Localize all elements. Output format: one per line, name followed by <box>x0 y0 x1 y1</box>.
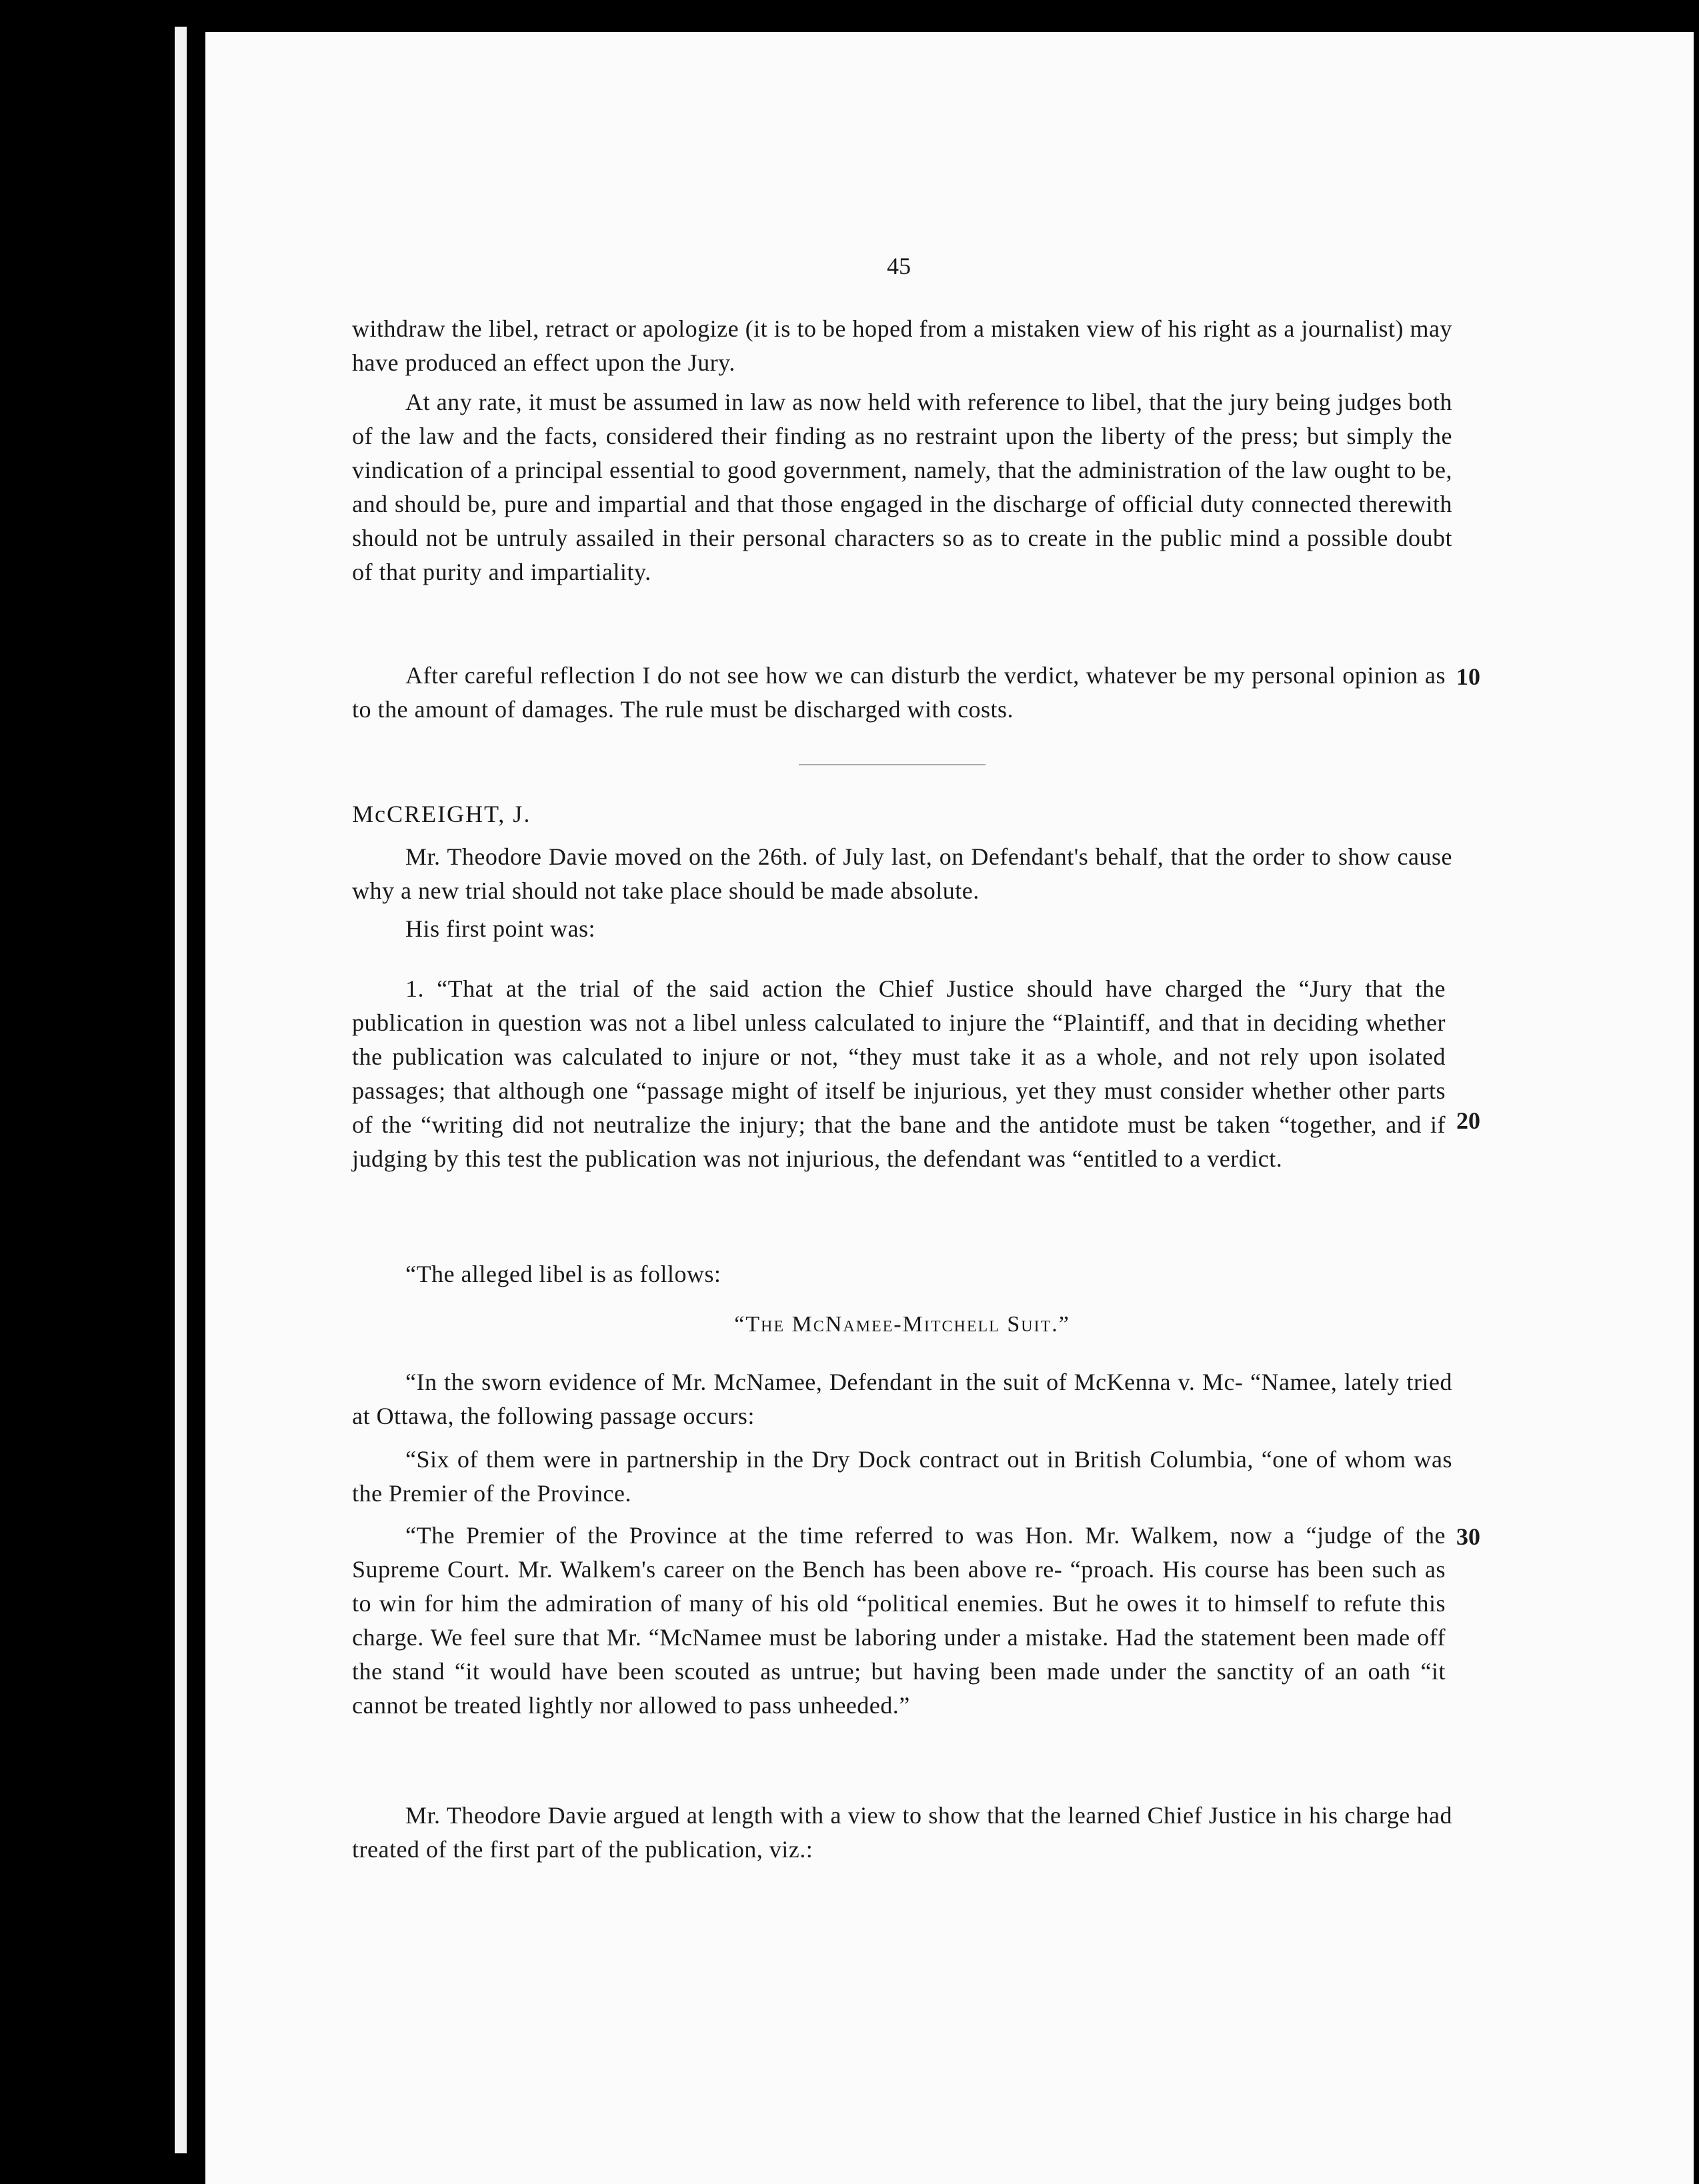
paragraph-text: “In the sworn evidence of Mr. McNamee, Defendant in the suit of McKenna v. Mc- “Namee, lately tried at Ottawa, the following passage occurs: <box>352 1369 1452 1429</box>
paragraph-5 <box>352 912 1452 946</box>
paragraph-text: Mr. Theodore Davie argued at length with a view to show that the learned Chief Justice in his charge had treated of the first part of the publication, viz.: <box>352 1802 1452 1863</box>
judge-heading: McCREIGHT, J. <box>352 801 531 827</box>
paragraph-3 <box>352 659 1446 727</box>
paragraph-9 <box>352 1443 1452 1511</box>
paragraph-text: Mr. Theodore Davie moved on the 26th. of July last, on Defendant's behalf, that the order to show cause why a new trial should not take place should be made absolute. <box>352 843 1452 904</box>
paragraph-10 <box>352 1519 1446 1723</box>
article-title: “The McNamee-Mitchell Suit.” <box>734 1312 1070 1337</box>
line-number-30: 30 <box>1456 1523 1480 1550</box>
paragraph-11 <box>352 1799 1452 1867</box>
line-number-20: 20 <box>1456 1107 1480 1134</box>
paragraph-1 <box>352 312 1452 380</box>
paragraph-6 <box>352 972 1446 1176</box>
paragraph-text: withdraw the libel, retract or apologize (it is to be hoped from a mistaken view of his right as a journalist) may have produced an effect upon the Jury. <box>352 315 1452 376</box>
paragraph-text: At any rate, it must be assumed in law as now held with reference to libel, that the jury being judges both of the law and the facts, considered their finding as no restraint upon the liberty of the press; but simply the vindication of a principal essential to good government, namely, that the administration of the law ought to be, and should be, pure and impartial and that those engaged in the discharge of official duty connected therewith should not be untruly assailed in their personal characters so as to create in the public mind a possible doubt of that purity and impartiality. <box>352 389 1452 585</box>
paragraph-2 <box>352 385 1452 589</box>
paragraph-text: “The Premier of the Province at the time referred to was Hon. Mr. Walkem, now a “judge of the Supreme Court. Mr. Walkem's career on the Bench has been above re- “proach. His course has been such as to win for him the admiration of many of his old “political enemies. But he owes it to himself to refute this charge. We feel sure that Mr. “McNamee must be laboring under a mistake. Had the statement been made off the stand “it would have been scouted as untrue; but having been made under the sanctity of an oath “it cannot be treated lightly nor allowed to pass unheeded.” <box>352 1522 1446 1719</box>
paragraph-text: “Six of them were in partnership in the Dry Dock contract out in British Columbia, “one of whom was the Premier of the Province. <box>352 1446 1452 1507</box>
paragraph-8 <box>352 1365 1452 1433</box>
paragraph-text: After careful reflection I do not see how we can disturb the verdict, whatever be my personal opinion as to the amount of damages. The rule must be discharged with costs. <box>352 662 1446 723</box>
section-divider <box>799 764 986 765</box>
document-page <box>205 32 1694 2184</box>
line-number-10: 10 <box>1456 663 1480 690</box>
paragraph-4 <box>352 840 1452 908</box>
page-number: 45 <box>887 253 911 279</box>
paragraph-text: 1. “That at the trial of the said action the Chief Justice should have charged the “Jury that the publication in question was not a libel unless calculated to injure the “Plaintiff, and that in deciding whether the publication was calculated to injure or not, “they must take it as a whole, and not rely upon isolated passages; that although one “passage might of itself be injurious, yet they must consider whether other parts of the “writing did not neutralize the injury; that the bane and the antidote must be taken “together, and if judging by this test the publication was not injurious, the defendant was “entitled to a verdict. <box>352 975 1446 1172</box>
paragraph-7 <box>352 1257 1452 1291</box>
paragraph-text: His first point was: <box>405 915 595 942</box>
adjacent-page-edge <box>175 27 187 2153</box>
paragraph-text: “The alleged libel is as follows: <box>405 1261 721 1287</box>
